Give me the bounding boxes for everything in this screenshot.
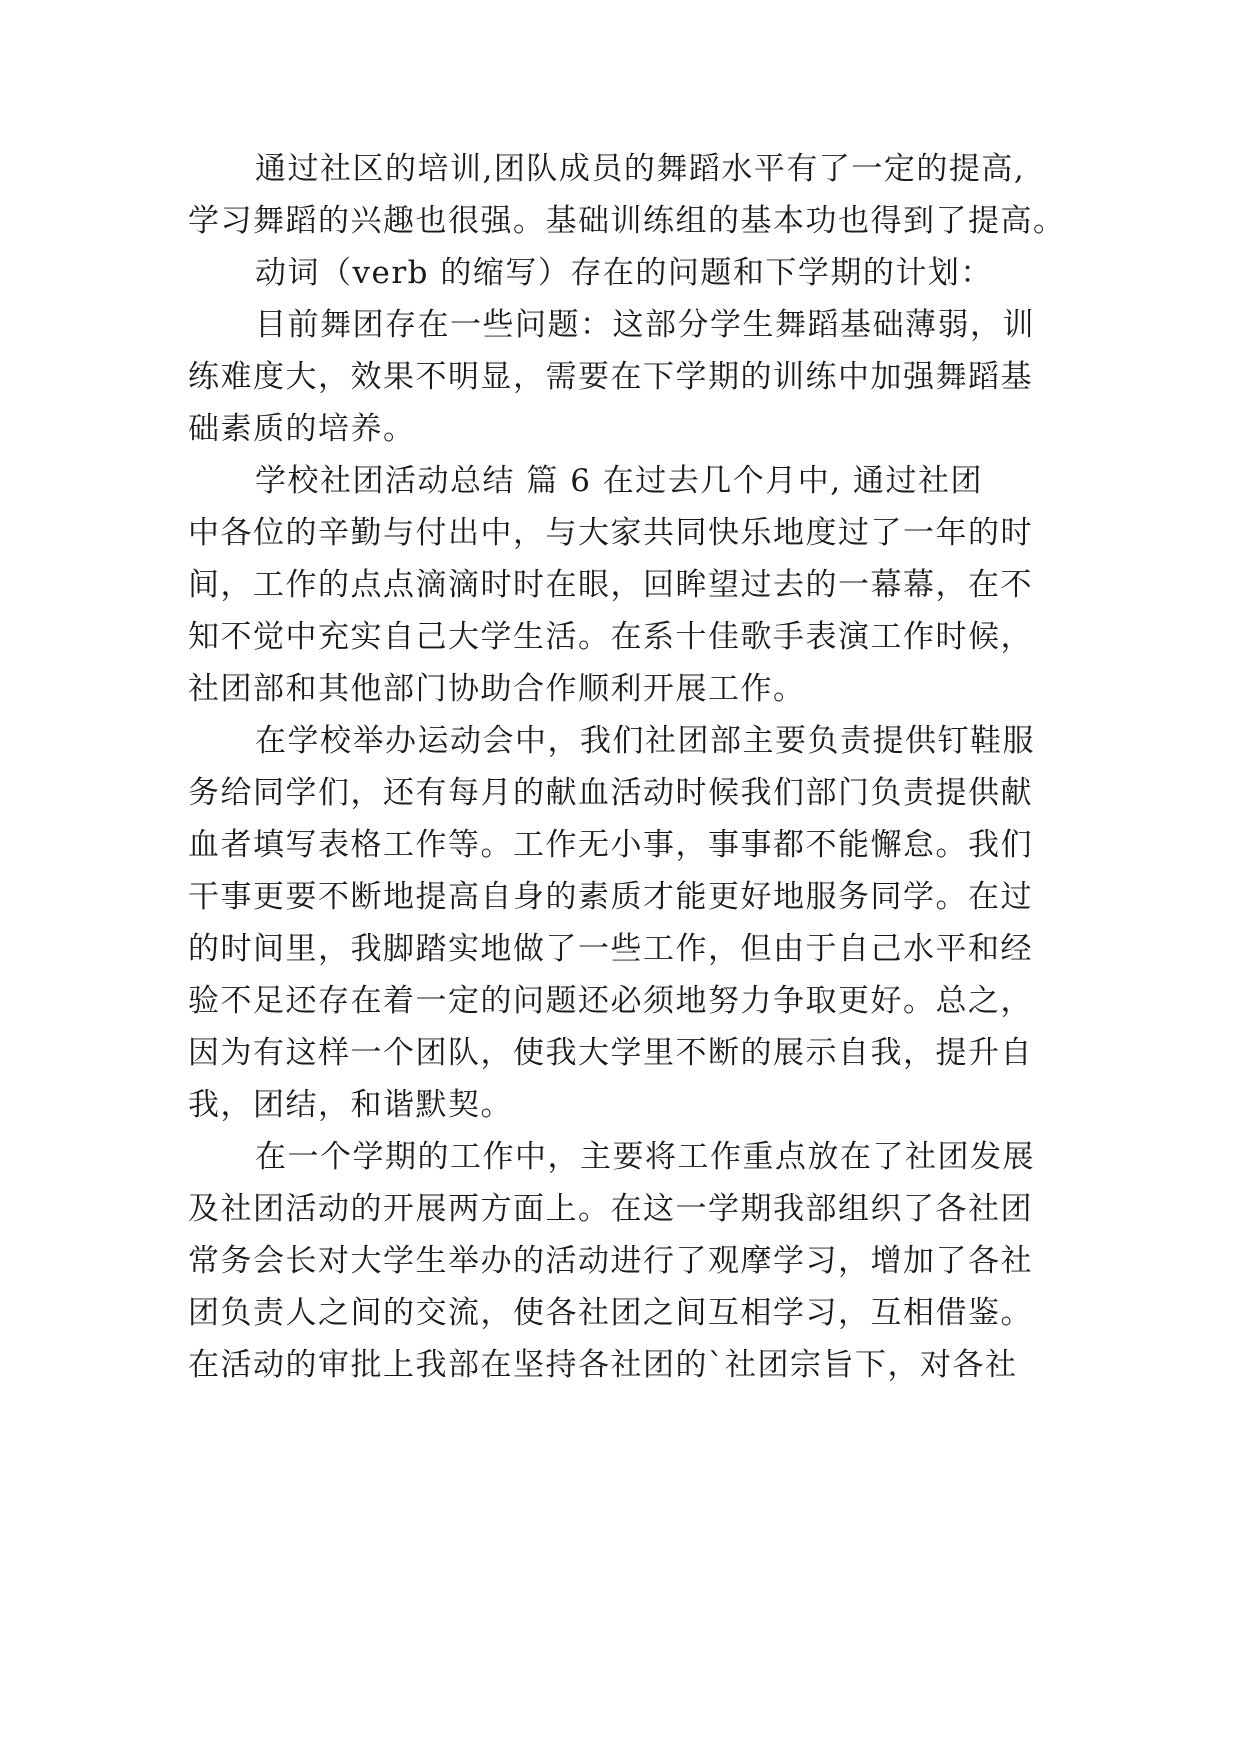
text-line: 社团部和其他部门协助合作顺利开展工作。 — [188, 671, 806, 707]
text-line: 团负责人之间的交流，使各社团之间互相学习，互相借鉴。 — [188, 1295, 1033, 1331]
text-line: 中各位的辛勤与付出中，与大家共同快乐地度过了一年的时 — [188, 515, 1033, 551]
text-line: 学校社团活动总结 篇 6 在过去几个月中, 通过社团 — [255, 463, 983, 499]
text-line: 通过社区的培训,团队成员的舞蹈水平有了一定的提高, — [255, 151, 1026, 187]
text-line: 常务会长对大学生举办的活动进行了观摩学习，增加了各社 — [188, 1243, 1033, 1279]
text-line: 在学校举办运动会中，我们社团部主要负责提供钉鞋服 — [255, 723, 1035, 759]
text-line: 血者填写表格工作等。工作无小事，事事都不能懈怠。我们 — [188, 827, 1033, 863]
text-line: 学习舞蹈的兴趣也很强。基础训练组的基本功也得到了提高。 — [188, 203, 1066, 239]
text-line: 知不觉中充实自己大学生活。在系十佳歌手表演工作时候， — [188, 619, 1033, 655]
text-line: 在活动的审批上我部在坚持各社团的`社团宗旨下，对各社 — [188, 1347, 1018, 1383]
text-line: 的时间里，我脚踏实地做了一些工作，但由于自己水平和经 — [188, 931, 1033, 967]
text-line: 目前舞团存在一些问题：这部分学生舞蹈基础薄弱，训 — [255, 307, 1035, 343]
text-line: 及社团活动的开展两方面上。在这一学期我部组织了各社团 — [188, 1191, 1033, 1227]
text-line: 务给同学们，还有每月的献血活动时候我们部门负责提供献 — [188, 775, 1033, 811]
text-line: 动词（verb 的缩写）存在的问题和下学期的计划： — [255, 255, 993, 291]
text-line: 在一个学期的工作中，主要将工作重点放在了社团发展 — [255, 1139, 1035, 1175]
text-line: 干事更要不断地提高自身的素质才能更好地服务同学。在过 — [188, 879, 1033, 915]
text-line: 因为有这样一个团队，使我大学里不断的展示自我，提升自 — [188, 1035, 1033, 1071]
text-line: 间，工作的点点滴滴时时在眼，回眸望过去的一幕幕，在不 — [188, 567, 1033, 603]
text-line: 练难度大，效果不明显，需要在下学期的训练中加强舞蹈基 — [188, 359, 1033, 395]
text-line: 验不足还存在着一定的问题还必须地努力争取更好。总之， — [188, 983, 1033, 1019]
text-line: 础素质的培养。 — [188, 411, 416, 447]
text-line: 我，团结，和谐默契。 — [188, 1087, 513, 1123]
